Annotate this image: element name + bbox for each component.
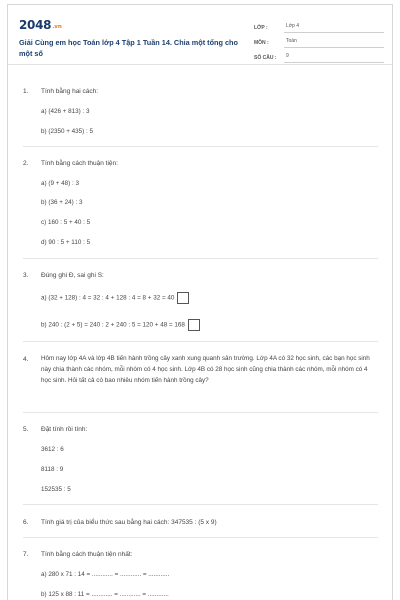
question-item: 152535 : 5	[41, 486, 71, 493]
question-item: a) (426 + 813) : 3	[41, 108, 90, 115]
divider	[23, 537, 378, 538]
question-text: Đúng ghi Đ, sai ghi S:	[41, 272, 104, 279]
question-number: 2.	[23, 160, 29, 167]
question-text: Tính giá trị của biểu thức sau bằng hai cách: 347535 : (5 x 9)	[41, 519, 217, 526]
question-number: 6.	[23, 519, 29, 526]
question-number: 4.	[23, 356, 29, 363]
worksheet-title: Giải Cùng em học Toán lớp 4 Tập 1 Tuần 14. Chia một tổng cho một số	[19, 38, 238, 58]
site-logo[interactable]	[19, 18, 62, 32]
question-item	[41, 319, 200, 331]
meta-value: Toán	[284, 37, 384, 48]
question-item: a) 280 x 71 : 14 = ............ = ............ = ............	[41, 571, 170, 578]
worksheet-page	[7, 4, 393, 600]
worksheet-meta	[254, 18, 384, 63]
statement-text: b) 240 : (2 + 5) = 240 : 2 + 240 : 5 = 120 + 48 = 168	[41, 321, 185, 329]
question-item: a) (9 + 48) : 3	[41, 180, 79, 187]
question-number: 5.	[23, 426, 29, 433]
divider	[23, 258, 378, 259]
question-item	[41, 292, 189, 304]
meta-label: MÔN :	[254, 40, 269, 46]
question-item: d) 90 : 5 + 110 : 5	[41, 239, 91, 246]
question-text: Đặt tính rồi tính:	[41, 426, 88, 433]
meta-value: Lớp 4	[284, 22, 384, 33]
question-item: b) (2350 + 435) : 5	[41, 128, 93, 135]
worksheet-header	[8, 5, 392, 65]
meta-row-subject	[254, 33, 384, 48]
question-item: 3612 : 6	[41, 446, 64, 453]
question-item: b) (36 + 24) : 3	[41, 199, 83, 206]
question-text: Hôm nay lớp 4A và lớp 4B tiến hành trồng cây xanh xung quanh sân trường. Lớp 4A có 32 học sinh, các bạn học sinh này chia thành các nhóm, mỗi nhóm có 4 học sinh. Lớp 4B có 28 học sinh cũng chia thành các nhóm, mỗi nhóm có 4 học sinh. Hỏi tất cả có bao nhiêu nhóm tiến hành trồng cây?	[41, 355, 370, 385]
question-text: Tính bằng cách thuận tiện nhất:	[41, 551, 133, 558]
meta-row-class	[254, 18, 384, 33]
logo-main: 2048	[19, 18, 52, 32]
divider	[23, 504, 378, 505]
question-item: 8118 : 9	[41, 466, 64, 473]
question-number: 1.	[23, 88, 29, 95]
statement-text: a) (32 + 128) : 4 = 32 : 4 + 128 : 4 = 8 + 32 = 40	[41, 294, 175, 302]
meta-label: SỐ CÂU :	[254, 55, 277, 61]
divider	[23, 412, 378, 413]
divider	[23, 146, 378, 147]
divider	[23, 341, 378, 342]
meta-value: 9	[284, 52, 384, 63]
question-item: b) 125 x 88 : 11 = ............ = ............ = ............	[41, 591, 169, 598]
answer-checkbox[interactable]	[177, 292, 189, 304]
question-text: Tính bằng cách thuận tiện:	[41, 160, 118, 167]
question-number: 7.	[23, 551, 29, 558]
meta-row-count	[254, 48, 384, 63]
logo-sub: .vn	[52, 24, 62, 30]
meta-label: LỚP :	[254, 25, 268, 31]
answer-checkbox[interactable]	[188, 319, 200, 331]
question-text: Tính bằng hai cách:	[41, 88, 99, 95]
question-item: c) 160 : 5 + 40 : 5	[41, 219, 91, 226]
question-number: 3.	[23, 272, 29, 279]
